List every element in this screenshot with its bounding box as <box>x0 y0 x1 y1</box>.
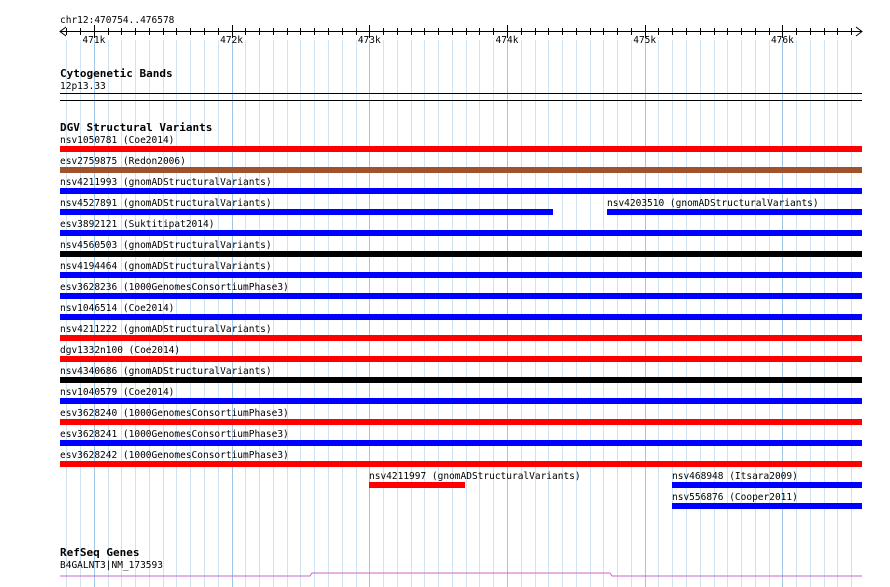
ruler-axis[interactable] <box>0 24 890 64</box>
refseq-track-title: RefSeq Genes <box>60 546 140 559</box>
cytoband-band-line <box>60 93 862 94</box>
dgv-feature-bar[interactable] <box>60 209 553 215</box>
dgv-feature-label[interactable]: esv3628241 (1000GenomesConsortiumPhase3) <box>60 429 289 440</box>
dgv-feature-label[interactable]: nsv4194464 (gnomADStructuralVariants) <box>60 261 272 272</box>
dgv-feature-bar[interactable] <box>60 146 862 152</box>
dgv-track-title: DGV Structural Variants <box>60 121 213 134</box>
dgv-feature-label[interactable]: nsv4340686 (gnomADStructuralVariants) <box>60 366 272 377</box>
dgv-feature-label[interactable]: nsv4211222 (gnomADStructuralVariants) <box>60 324 272 335</box>
dgv-feature-bar[interactable] <box>60 251 862 257</box>
dgv-feature-bar[interactable] <box>60 230 862 236</box>
refseq-gene-model[interactable] <box>0 570 890 584</box>
ruler-tick-label: 472k <box>220 35 244 46</box>
dgv-feature-bar[interactable] <box>60 461 862 467</box>
dgv-feature-bar[interactable] <box>672 503 862 509</box>
dgv-feature-bar[interactable] <box>60 419 862 425</box>
dgv-feature-bar[interactable] <box>60 398 862 404</box>
dgv-feature-bar[interactable] <box>60 377 862 383</box>
dgv-feature-label[interactable]: nsv4527891 (gnomADStructuralVariants) <box>60 198 272 209</box>
dgv-feature-label[interactable]: esv3892121 (Suktitipat2014) <box>60 219 215 230</box>
refseq-gene-line <box>60 573 862 576</box>
dgv-feature-bar[interactable] <box>60 335 862 341</box>
dgv-feature-label[interactable]: nsv4211997 (gnomADStructuralVariants) <box>369 471 581 482</box>
ruler-location-label: chr12:470754..476578 <box>60 15 175 26</box>
dgv-feature-label[interactable]: nsv4211993 (gnomADStructuralVariants) <box>60 177 272 188</box>
dgv-feature-label[interactable]: nsv468948 (Itsara2009) <box>672 471 798 482</box>
dgv-feature-label[interactable]: dgv1332n100 (Coe2014) <box>60 345 181 356</box>
cytoband-label[interactable]: 12p13.33 <box>60 81 106 92</box>
dgv-feature-label[interactable]: nsv1046514 (Coe2014) <box>60 303 175 314</box>
dgv-feature-bar[interactable] <box>60 293 862 299</box>
refseq-gene-label[interactable]: B4GALNT3|NM_173593 <box>60 560 163 571</box>
dgv-feature-label[interactable]: esv2759875 (Redon2006) <box>60 156 186 167</box>
dgv-feature-bar[interactable] <box>60 356 862 362</box>
dgv-feature-bar[interactable] <box>60 440 862 446</box>
dgv-feature-bar[interactable] <box>60 272 862 278</box>
dgv-feature-bar[interactable] <box>672 482 862 488</box>
dgv-feature-label[interactable]: nsv4203510 (gnomADStructuralVariants) <box>607 198 819 209</box>
dgv-feature-bar[interactable] <box>60 314 862 320</box>
ruler-tick-label: 476k <box>770 35 794 46</box>
dgv-feature-bar[interactable] <box>607 209 862 215</box>
dgv-feature-label[interactable]: esv3628242 (1000GenomesConsortiumPhase3) <box>60 450 289 461</box>
ruler-tick-label: 475k <box>633 35 657 46</box>
cytoband-track-title: Cytogenetic Bands <box>60 67 173 80</box>
ruler-tick-label: 474k <box>495 35 519 46</box>
dgv-feature-label[interactable]: nsv4560503 (gnomADStructuralVariants) <box>60 240 272 251</box>
dgv-feature-bar[interactable] <box>60 188 862 194</box>
ruler-tick-label: 471k <box>82 35 106 46</box>
dgv-feature-bar[interactable] <box>369 482 465 488</box>
dgv-feature-label[interactable]: esv3628236 (1000GenomesConsortiumPhase3) <box>60 282 289 293</box>
dgv-feature-label[interactable]: nsv1050781 (Coe2014) <box>60 135 175 146</box>
dgv-feature-label[interactable]: esv3628240 (1000GenomesConsortiumPhase3) <box>60 408 289 419</box>
ruler-tick-label: 473k <box>357 35 381 46</box>
dgv-feature-label[interactable]: nsv556876 (Cooper2011) <box>672 492 798 503</box>
cytoband-band-line <box>60 100 862 101</box>
dgv-feature-bar[interactable] <box>60 167 862 173</box>
dgv-feature-label[interactable]: nsv1040579 (Coe2014) <box>60 387 175 398</box>
